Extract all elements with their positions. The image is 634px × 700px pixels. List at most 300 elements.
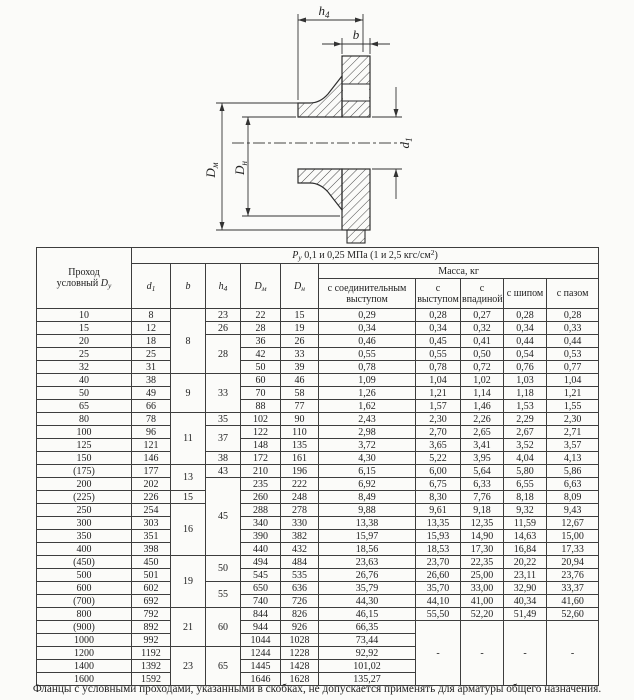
cell-d1: 177 (132, 465, 171, 478)
cell-dm: 70 (241, 387, 281, 400)
cell-mass: 1,18 (504, 387, 547, 400)
table-row (37, 608, 599, 621)
cell-mass: 18,56 (319, 543, 416, 556)
cell-mass: 0,50 (461, 348, 504, 361)
cell-b: 15 (171, 491, 206, 504)
cell-h4: 26 (206, 322, 241, 335)
cell-dy: 250 (37, 504, 132, 517)
cell-mass: 8,18 (504, 491, 547, 504)
cell-dn: 90 (281, 413, 319, 426)
cell-b: 23 (171, 647, 206, 686)
cell-d1: 892 (132, 621, 171, 634)
cell-mass: 8,49 (319, 491, 416, 504)
col-header-dy: Проход условный $D_у$ (37, 248, 132, 309)
cell-dm: 650 (241, 582, 281, 595)
cell-d1: 78 (132, 413, 171, 426)
cell-d1: 226 (132, 491, 171, 504)
cell-b: 13 (171, 465, 206, 491)
cell-mass: 20,94 (547, 556, 599, 569)
cell-dn: 110 (281, 426, 319, 439)
dim-label-dn: $D_н$ (232, 161, 249, 175)
col-header-groove: с пазом (547, 279, 599, 309)
cell-dy: 125 (37, 439, 132, 452)
cell-mass: 0,55 (416, 348, 461, 361)
cell-dn: 77 (281, 400, 319, 413)
cell-d1: 303 (132, 517, 171, 530)
cell-d1: 66 (132, 400, 171, 413)
cell-d1: 254 (132, 504, 171, 517)
cell-mass: 9,18 (461, 504, 504, 517)
cell-h4: 50 (206, 556, 241, 582)
cell-mass: 15,93 (416, 530, 461, 543)
table-row (37, 361, 599, 374)
cell-d1: 1192 (132, 647, 171, 660)
cell-mass: 33,37 (547, 582, 599, 595)
cell-mass: 13,38 (319, 517, 416, 530)
table-row (37, 322, 599, 335)
cell-mass: 0,32 (461, 322, 504, 335)
table-row (37, 621, 599, 634)
cell-dy: 1200 (37, 647, 132, 660)
cell-mass: 3,72 (319, 439, 416, 452)
cell-dy: 600 (37, 582, 132, 595)
cell-mass: 35,70 (416, 582, 461, 595)
cell-d1: 8 (132, 309, 171, 322)
cell-mass: 7,76 (461, 491, 504, 504)
table-row (37, 569, 599, 582)
cell-h4: 28 (206, 335, 241, 374)
cell-dm: 22 (241, 309, 281, 322)
cell-h4: 35 (206, 413, 241, 426)
table-row (37, 543, 599, 556)
cell-mass: 23,76 (547, 569, 599, 582)
cell-dn: 484 (281, 556, 319, 569)
cell-mass: 14,63 (504, 530, 547, 543)
cell-mass: 6,33 (461, 478, 504, 491)
cell-d1: 202 (132, 478, 171, 491)
cell-mass: 0,78 (319, 361, 416, 374)
dim-label-b: b (352, 27, 360, 42)
cell-d1: 1592 (132, 673, 171, 686)
cell-dy: 500 (37, 569, 132, 582)
cell-mass: 0,29 (319, 309, 416, 322)
cell-mass: 1,53 (504, 400, 547, 413)
cell-mass: 3,41 (461, 439, 504, 452)
cell-mass: 0,53 (547, 348, 599, 361)
cell-dn: 19 (281, 322, 319, 335)
cell-d1: 121 (132, 439, 171, 452)
table-row (37, 595, 599, 608)
cell-mass: 6,92 (319, 478, 416, 491)
cell-dm: 1244 (241, 647, 281, 660)
cell-mass: 1,57 (416, 400, 461, 413)
cell-dm: 440 (241, 543, 281, 556)
cell-mass: 2,70 (416, 426, 461, 439)
table-row (37, 530, 599, 543)
cell-d1: 992 (132, 634, 171, 647)
col-header-pressure: $P_у$ 0,1 и 0,25 МПа (1 и 2,5 кгс/$см^2$) (132, 248, 599, 264)
cell-h4: 23 (206, 309, 241, 322)
cell-dm: 102 (241, 413, 281, 426)
cell-mass: 1,21 (547, 387, 599, 400)
cell-dm: 1445 (241, 660, 281, 673)
cell-mass: 4,13 (547, 452, 599, 465)
table-row (37, 400, 599, 413)
cell-dy: 1000 (37, 634, 132, 647)
hub-bottom (298, 169, 342, 210)
dim-label-d1: $d_1$ (397, 137, 414, 149)
cell-mass: 23,63 (319, 556, 416, 569)
cell-mass: 3,95 (461, 452, 504, 465)
cell-b: 9 (171, 374, 206, 413)
cell-dn: 58 (281, 387, 319, 400)
cell-mass: 15,00 (547, 530, 599, 543)
cell-d1: 12 (132, 322, 171, 335)
col-header-tenon: с шипом (504, 279, 547, 309)
cell-mass: 2,71 (547, 426, 599, 439)
cell-mass: 41,00 (461, 595, 504, 608)
cell-dy: 400 (37, 543, 132, 556)
cell-d1: 792 (132, 608, 171, 621)
table-row (37, 478, 599, 491)
cell-d1: 31 (132, 361, 171, 374)
cell-h4: 60 (206, 608, 241, 647)
cell-dm: 172 (241, 452, 281, 465)
cell-mass: 0,72 (461, 361, 504, 374)
cell-mass: 0,54 (504, 348, 547, 361)
cell-mass: 135,27 (319, 673, 416, 686)
cell-mass: 17,33 (547, 543, 599, 556)
cell-dy: 25 (37, 348, 132, 361)
cell-dn: 1228 (281, 647, 319, 660)
cell-d1: 96 (132, 426, 171, 439)
cell-d1: 49 (132, 387, 171, 400)
cell-dm: 88 (241, 400, 281, 413)
col-header-dn: $D_н$ (281, 264, 319, 309)
cell-mass: 1,02 (461, 374, 504, 387)
cell-h4: 65 (206, 647, 241, 686)
cell-mass: 3,57 (547, 439, 599, 452)
cell-b: 19 (171, 556, 206, 608)
cell-d1: 450 (132, 556, 171, 569)
cell-mass: 1,62 (319, 400, 416, 413)
cell-dn: 135 (281, 439, 319, 452)
cell-mass: 13,35 (416, 517, 461, 530)
cell-dy: 1600 (37, 673, 132, 686)
flange-ring-bottom (342, 169, 370, 230)
cell-mass: 0,33 (547, 322, 599, 335)
col-header-d1: $d_1$ (132, 264, 171, 309)
cell-mass: 2,67 (504, 426, 547, 439)
cell-mass: 2,98 (319, 426, 416, 439)
table-row (37, 504, 599, 517)
cell-dn: 15 (281, 309, 319, 322)
cell-mass: 23,11 (504, 569, 547, 582)
cell-mass: 5,22 (416, 452, 461, 465)
bolt-hole (343, 84, 369, 101)
cell-mass: 11,59 (504, 517, 547, 530)
cell-dm: 1646 (241, 673, 281, 686)
cell-dm: 390 (241, 530, 281, 543)
hub-top (298, 76, 342, 117)
cell-mass: 18,53 (416, 543, 461, 556)
cell-mass: 1,26 (319, 387, 416, 400)
cell-dm: 60 (241, 374, 281, 387)
cell-mass: 9,32 (504, 504, 547, 517)
cell-mass: 1,21 (416, 387, 461, 400)
cell-dm: 545 (241, 569, 281, 582)
table-row (37, 374, 599, 387)
cell-b: 16 (171, 504, 206, 556)
table-row (37, 491, 599, 504)
cell-mass: 33,00 (461, 582, 504, 595)
cell-b: 11 (171, 413, 206, 465)
cell-dn: 222 (281, 478, 319, 491)
cell-dn: 196 (281, 465, 319, 478)
cell-h4: 38 (206, 452, 241, 465)
cell-mass: 8,30 (416, 491, 461, 504)
col-header-h4: $h_4$ (206, 264, 241, 309)
cell-mass: 40,34 (504, 595, 547, 608)
cell-dm: 42 (241, 348, 281, 361)
cell-dn: 432 (281, 543, 319, 556)
cell-mass: 4,04 (504, 452, 547, 465)
cell-mass: 0,44 (504, 335, 547, 348)
cell-dy: 300 (37, 517, 132, 530)
cell-mass: 6,63 (547, 478, 599, 491)
cell-dm: 28 (241, 322, 281, 335)
cell-mass: 1,09 (319, 374, 416, 387)
cell-mass: 6,75 (416, 478, 461, 491)
cell-mass: 17,30 (461, 543, 504, 556)
cell-mass: 6,15 (319, 465, 416, 478)
cell-mass: 16,84 (504, 543, 547, 556)
cell-d1: 692 (132, 595, 171, 608)
cell-mass: 26,76 (319, 569, 416, 582)
cell-mass: 0,45 (416, 335, 461, 348)
cell-mass: 0,28 (416, 309, 461, 322)
table-row (37, 582, 599, 595)
cell-mass: 9,43 (547, 504, 599, 517)
cell-mass: 5,86 (547, 465, 599, 478)
cell-d1: 38 (132, 374, 171, 387)
cell-mass: 6,55 (504, 478, 547, 491)
cell-d1: 602 (132, 582, 171, 595)
cell-mass: 1,03 (504, 374, 547, 387)
cell-mass: 2,43 (319, 413, 416, 426)
cell-mass: 2,29 (504, 413, 547, 426)
cell-mass: 52,60 (547, 608, 599, 621)
empty-dash-cell: - (547, 621, 599, 686)
cell-mass: 66,35 (319, 621, 416, 634)
cell-dn: 382 (281, 530, 319, 543)
cell-dm: 210 (241, 465, 281, 478)
cell-mass: 0,27 (461, 309, 504, 322)
cell-d1: 501 (132, 569, 171, 582)
cell-mass: 0,55 (319, 348, 416, 361)
cell-mass: 0,76 (504, 361, 547, 374)
cell-dy: 40 (37, 374, 132, 387)
cell-mass: 5,64 (461, 465, 504, 478)
cell-h4: 33 (206, 374, 241, 413)
cell-mass: 51,49 (504, 608, 547, 621)
cell-mass: 2,65 (461, 426, 504, 439)
cell-mass: 0,34 (416, 322, 461, 335)
cell-dm: 740 (241, 595, 281, 608)
dim-label-h4: $h_4$ (318, 3, 330, 20)
cell-mass: 0,78 (416, 361, 461, 374)
cell-dy: (700) (37, 595, 132, 608)
cell-mass: 9,88 (319, 504, 416, 517)
cell-d1: 18 (132, 335, 171, 348)
table-row (37, 335, 599, 348)
cell-dn: 926 (281, 621, 319, 634)
cell-dn: 726 (281, 595, 319, 608)
table-row (37, 309, 599, 322)
empty-dash-cell: - (461, 621, 504, 686)
cell-dy: (175) (37, 465, 132, 478)
cell-dm: 122 (241, 426, 281, 439)
cell-dn: 826 (281, 608, 319, 621)
cell-mass: 55,50 (416, 608, 461, 621)
cell-mass: 9,61 (416, 504, 461, 517)
cell-dm: 260 (241, 491, 281, 504)
cell-mass: 52,20 (461, 608, 504, 621)
cell-dn: 636 (281, 582, 319, 595)
cell-dm: 50 (241, 361, 281, 374)
cell-mass: 5,80 (504, 465, 547, 478)
cell-dm: 288 (241, 504, 281, 517)
cell-mass: 1,14 (461, 387, 504, 400)
cell-dm: 235 (241, 478, 281, 491)
cell-h4: 55 (206, 582, 241, 608)
cell-mass: 35,79 (319, 582, 416, 595)
cell-dy: 200 (37, 478, 132, 491)
cell-dm: 340 (241, 517, 281, 530)
cell-mass: 14,90 (461, 530, 504, 543)
cell-mass: 44,10 (416, 595, 461, 608)
cell-mass: 3,52 (504, 439, 547, 452)
raised-face (347, 230, 365, 243)
col-header-b: b (171, 264, 206, 309)
flange-dimensions-table (36, 247, 599, 686)
cell-dm: 1044 (241, 634, 281, 647)
cell-dy: 1400 (37, 660, 132, 673)
table-row (37, 348, 599, 361)
cell-dy: 10 (37, 309, 132, 322)
cell-mass: 92,92 (319, 647, 416, 660)
cell-mass: 1,04 (547, 374, 599, 387)
cell-dy: 15 (37, 322, 132, 335)
cell-mass: 20,22 (504, 556, 547, 569)
cell-b: 21 (171, 608, 206, 647)
table-row (37, 556, 599, 569)
cell-mass: 0,28 (504, 309, 547, 322)
dim-label-dm: $D_м$ (203, 162, 220, 178)
cell-mass: 73,44 (319, 634, 416, 647)
cell-dm: 36 (241, 335, 281, 348)
cell-mass: 2,30 (547, 413, 599, 426)
cell-mass: 32,90 (504, 582, 547, 595)
cell-d1: 146 (132, 452, 171, 465)
cell-h4: 45 (206, 478, 241, 556)
cell-dy: 100 (37, 426, 132, 439)
cell-dn: 39 (281, 361, 319, 374)
cell-dn: 330 (281, 517, 319, 530)
cell-dy: 150 (37, 452, 132, 465)
cell-mass: 3,65 (416, 439, 461, 452)
cell-mass: 46,15 (319, 608, 416, 621)
cell-dn: 248 (281, 491, 319, 504)
cell-dy: (225) (37, 491, 132, 504)
cell-dn: 1628 (281, 673, 319, 686)
cell-mass: 26,60 (416, 569, 461, 582)
flange-table-body (37, 309, 599, 686)
cell-b: 8 (171, 309, 206, 374)
cell-dy: 350 (37, 530, 132, 543)
empty-dash-cell: - (416, 621, 461, 686)
cell-mass: 0,28 (547, 309, 599, 322)
cell-mass: 1,46 (461, 400, 504, 413)
cell-mass: 8,09 (547, 491, 599, 504)
table-footnote: Фланцы с условными проходами, указанными в скобках, не допускается применять для арматуры общего назначения. (32, 683, 602, 695)
cell-d1: 25 (132, 348, 171, 361)
cell-mass: 2,26 (461, 413, 504, 426)
cell-dn: 1428 (281, 660, 319, 673)
cell-dy: 20 (37, 335, 132, 348)
table-row (37, 465, 599, 478)
cell-mass: 15,97 (319, 530, 416, 543)
cell-dm: 944 (241, 621, 281, 634)
table-row (37, 452, 599, 465)
cell-dn: 535 (281, 569, 319, 582)
cell-mass: 0,77 (547, 361, 599, 374)
cell-dn: 278 (281, 504, 319, 517)
cell-h4: 43 (206, 465, 241, 478)
cell-mass: 44,30 (319, 595, 416, 608)
table-row (37, 426, 599, 439)
cell-mass: 22,35 (461, 556, 504, 569)
cell-dy: 65 (37, 400, 132, 413)
cell-dn: 26 (281, 335, 319, 348)
cell-mass: 12,35 (461, 517, 504, 530)
table-row (37, 387, 599, 400)
cell-d1: 398 (132, 543, 171, 556)
table-row (37, 439, 599, 452)
cell-dy: 32 (37, 361, 132, 374)
empty-dash-cell: - (504, 621, 547, 686)
cell-mass: 23,70 (416, 556, 461, 569)
cell-dy: 50 (37, 387, 132, 400)
cell-mass: 1,55 (547, 400, 599, 413)
cell-mass: 6,00 (416, 465, 461, 478)
cell-mass: 2,30 (416, 413, 461, 426)
cell-dn: 1028 (281, 634, 319, 647)
cell-dy: (900) (37, 621, 132, 634)
cell-dy: 800 (37, 608, 132, 621)
table-row (37, 517, 599, 530)
cell-mass: 41,60 (547, 595, 599, 608)
cell-dy: (450) (37, 556, 132, 569)
col-header-joint-protrusion: с соединительным выступом (319, 279, 416, 309)
table-row (37, 413, 599, 426)
cell-dm: 148 (241, 439, 281, 452)
cell-mass: 25,00 (461, 569, 504, 582)
cell-dn: 161 (281, 452, 319, 465)
cell-h4: 37 (206, 426, 241, 452)
flange-drawing (0, 0, 634, 246)
cell-mass: 12,67 (547, 517, 599, 530)
